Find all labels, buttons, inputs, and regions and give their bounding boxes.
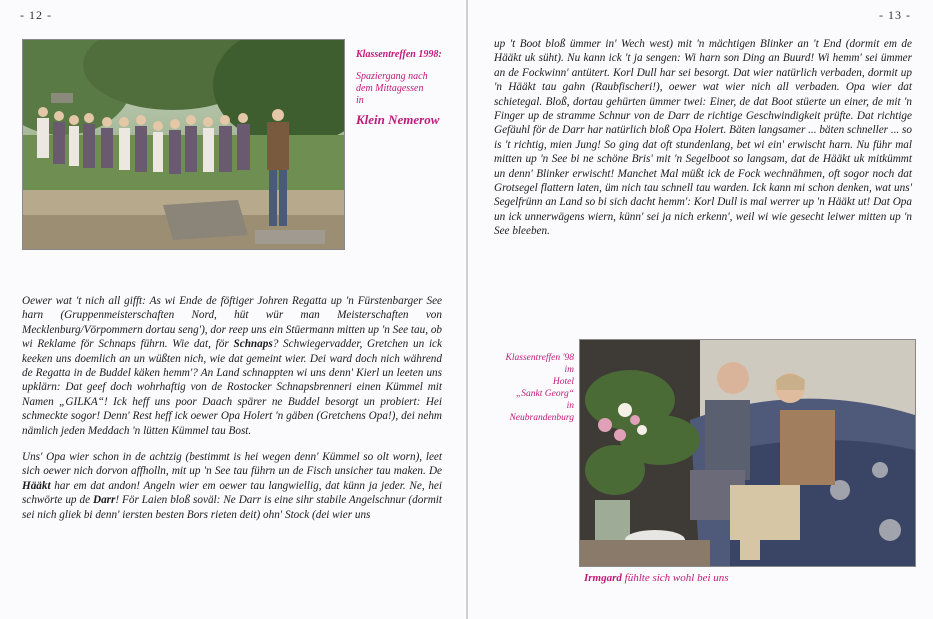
photo-caption-right: Klassentreffen '98 im Hotel „Sankt Georg“ in Neubrandenburg	[505, 353, 574, 423]
caption-place: Klein Nemerow	[356, 112, 440, 127]
photo-caption-left	[356, 49, 456, 126]
paragraph-opa: Uns' Opa wier schon in de achtzig (bestimmt is hei wegen denn' Kümmel so olt worn), leet sich oewer nich dorvon affholln, mit up 'n See tau führn un de Fisch unsicher tau maken. De Hääkt har em dat andon! Angeln wier em oewer tau langwiellig, dat künn ja jeder. Ne, hei schwörte up de Darr! För Laien bloß soväl: Ne Darr is eine sihr stabile Angelschnur (dormit sei nich gliek bi denn' iersten besten Bors rieten deit) ohn' Stock (dei wier uns	[22, 451, 442, 521]
group-photo-klein-nemerow	[22, 39, 345, 250]
word-darr: Darr	[92, 494, 116, 507]
word-haakt: Hääkt	[22, 479, 51, 492]
caption-subtitle: Spaziergang nach dem Mittagessen in	[356, 71, 428, 106]
body-text-left	[22, 294, 442, 534]
page-number-right: - 13 -	[879, 8, 911, 22]
body-text-right	[494, 37, 912, 251]
page-number-left: - 12 -	[20, 8, 52, 22]
couple-photo-hotel	[579, 339, 916, 567]
page-left	[0, 0, 466, 619]
photo-bottom-caption: Irmgard fühlte sich wohl bei uns	[584, 572, 729, 584]
caption-name: Irmgard	[584, 572, 622, 584]
page-right	[468, 0, 933, 619]
paragraph-darr: up 't Boot bloß ümmer in' Wech west) mit 'n mächtigen Blinker an 't End (dormit em de Hääkt uk süht). Nu kann ick 't ja sengen: Wi harn son Ding an Buurd! Wi hemm' sei ümmer an de Fockwinn' antütert. Korl Dull har sei besorgt. Dat wier natürlich verbaden, dormit up 'n Hääkt tau gahn (Raubfischeri!), oewer wat wier nich all verbaden. Opa wier dat schietegal. Bloß, dortau gehürten ümmer twei: Einer, de dat Boot stüerte un einer, de mit 'n Finger up de stramme Schnur von de Darr de richtige Geschwindigkeit prüfte. Dat richtige Gefäuhl för de Darr har natürlich bloß Opa Holert. Bäten langsamer ... bäten schneller ... so is 't richtig, mien Jung! So ging dat oft stundenlang, bet wi ein' erwischt harn. Nu führ mal mitten up 'n See bi ne schöne Bris' mit 'n Segelboot so langsam, dat de Hääkt uk mitkümmt un denn' Blinker erwischt! Manchet Mal müßt ick de Fock wechnähmen, oft sogor noch dat Grotsegel flattern laten, üm nich tau schnell tau warden. Ick kann mi schon denken, wat uns' Segelfrünn an Land so bi sich dacht hemm': Korl Dull is mal werrer up 'n Hääkt ut! Dat Opa un ick unnerwägens wiern, künn' sei ja nich erkenn', weil wi wie gesecht leiwer mitten up 'n See bleeben.	[494, 38, 912, 238]
caption-title: Klassentreffen 1998:	[356, 49, 442, 60]
paragraph-schnaps: Oewer wat 't nich all gifft: As wi Ende de föftiger Johren Regatta up 'n Fürstenbarger See harn (Gruppenmeisterschaften Nord, hüt wür man Meisterschaften von Mecklenburg/Vörpommern dortau seng'), dor reep uns ein Stüermann mitten up 'n See tau, ob wi Reklame för Schnaps führn. Wie dat, för Schnaps? Schwiegervadder, Gretchen un ick keeken uns doemlich an un wüßten nich, wie dat gemeint wier. Dei ward doch nich während de Regatta in de Buddel käken hemm'? An Land schnappten wi uns denn' Kierl un leeten uns upklärn: Dat geef doch wohrhaftig von de Rostocker Schnapsbrenneri einen Kümmel mit Namen „GILKA“! Ick heff uns poor Daach spärer ne Buddel besorgt un probiert: Hei schmeckte sogor! Denn' Rest heff ick oewer Opa Holert 'n gäben (Gretchens Opa!), dei nehm nämlich jeden Meddach 'n lütten Kümmel tau Bost.	[22, 295, 443, 437]
word-schnaps: Schnaps	[233, 338, 273, 351]
